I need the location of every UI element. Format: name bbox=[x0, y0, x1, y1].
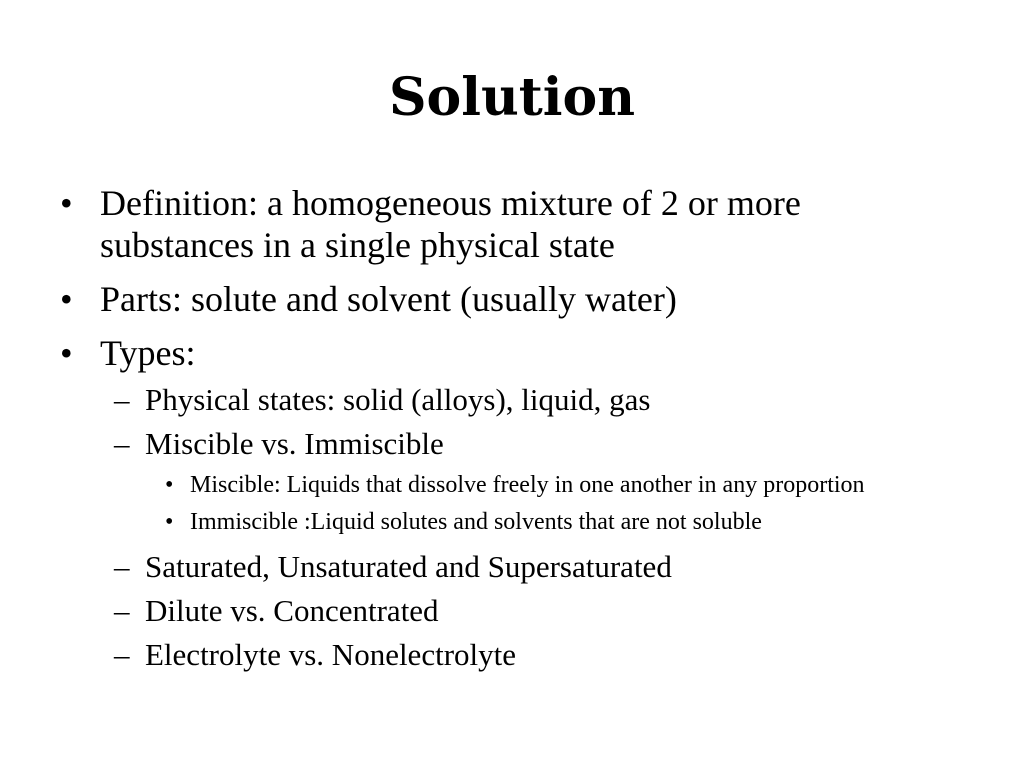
sub-bullet-text: Saturated, Unsaturated and Supersaturated bbox=[145, 549, 672, 584]
sub-bullet-text: Physical states: solid (alloys), liquid, gas bbox=[145, 382, 651, 417]
dash-marker: – bbox=[114, 593, 130, 628]
sub-sub-bullet-text: Miscible: Liquids that dissolve freely in one another in any proportion bbox=[190, 472, 865, 498]
sub-sub-bullet-miscible bbox=[58, 470, 958, 500]
bullet-marker: • bbox=[60, 333, 73, 373]
sub-bullet-miscible-vs-immiscible bbox=[58, 426, 958, 462]
dash-marker: – bbox=[114, 637, 130, 672]
sub-bullet-physical-states bbox=[58, 382, 958, 418]
sub-bullet-text: Dilute vs. Concentrated bbox=[145, 593, 439, 628]
bullet-marker: • bbox=[60, 183, 73, 223]
bullet-text: Parts: solute and solvent (usually water) bbox=[100, 279, 677, 319]
bullet-marker: • bbox=[165, 472, 174, 498]
dash-marker: – bbox=[114, 426, 130, 461]
bullet-types bbox=[58, 332, 958, 374]
sub-sub-bullet-immiscible bbox=[58, 507, 958, 537]
bullet-marker: • bbox=[60, 279, 73, 319]
sub-bullet-electrolyte bbox=[58, 637, 958, 673]
bullet-list bbox=[58, 182, 958, 681]
bullet-definition bbox=[58, 182, 958, 266]
bullet-text: Types: bbox=[100, 333, 196, 373]
dash-marker: – bbox=[114, 382, 130, 417]
sub-bullet-text: Electrolyte vs. Nonelectrolyte bbox=[145, 637, 517, 672]
sub-bullet-text: Miscible vs. Immiscible bbox=[145, 426, 444, 461]
sub-bullet-saturation bbox=[58, 549, 958, 585]
bullet-text: Definition: a homogeneous mixture of 2 or more substances in a single physical state bbox=[100, 183, 801, 265]
slide-title: Solution bbox=[388, 67, 636, 128]
bullet-parts bbox=[58, 278, 958, 320]
bullet-marker: • bbox=[165, 509, 174, 535]
dash-marker: – bbox=[114, 549, 130, 584]
sub-sub-bullet-text: Immiscible :Liquid solutes and solvents that are not soluble bbox=[190, 509, 762, 535]
sub-bullet-dilute-concentrated bbox=[58, 593, 958, 629]
